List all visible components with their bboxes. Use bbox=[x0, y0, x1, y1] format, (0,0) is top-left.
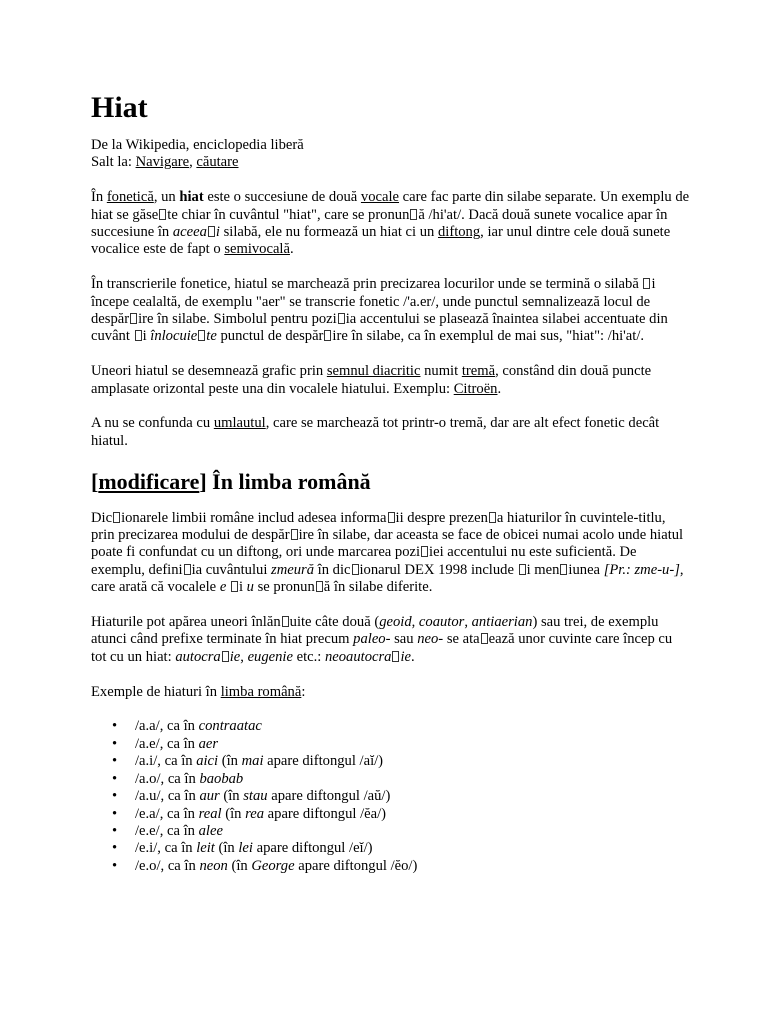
bullet: • bbox=[112, 857, 118, 874]
bullet: • bbox=[112, 735, 118, 752]
missing-glyph-box bbox=[410, 209, 417, 220]
link-semivocala[interactable]: semivocală bbox=[224, 241, 290, 258]
missing-glyph-box bbox=[291, 529, 298, 540]
list-item: • /a.u/, ca în aur (în stau apare diftongul /aŭ/) bbox=[112, 788, 391, 805]
page-title: Hiat bbox=[91, 91, 148, 124]
missing-glyph-box bbox=[643, 278, 650, 289]
missing-glyph-box bbox=[113, 512, 120, 523]
list-item: • /a.i/, ca în aici (în mai apare diftongul /aĭ/) bbox=[112, 753, 384, 770]
missing-glyph-box bbox=[208, 226, 215, 237]
list-item: • /e.a/, ca în real (în rea apare diftongul /ĕa/) bbox=[112, 805, 386, 822]
list-item: • /e.e/, ca în alee bbox=[112, 822, 223, 839]
link-limba-romana[interactable]: limba română bbox=[220, 683, 302, 700]
missing-glyph-box bbox=[481, 633, 488, 644]
link-navigare[interactable]: Navigare bbox=[135, 154, 190, 171]
bullet: • bbox=[112, 718, 118, 735]
bullet: • bbox=[112, 805, 118, 822]
edit-section-link[interactable]: modificare bbox=[98, 468, 200, 494]
link-citroen[interactable]: Citroën bbox=[453, 380, 498, 397]
missing-glyph-box bbox=[231, 581, 238, 592]
link-umlautul[interactable]: umlautul bbox=[213, 415, 266, 432]
missing-glyph-box bbox=[489, 512, 496, 523]
missing-glyph-box bbox=[130, 313, 137, 324]
link-vocale[interactable]: vocale bbox=[360, 189, 400, 206]
site-subtitle: De la Wikipedia, enciclopedia liberă bbox=[91, 137, 304, 153]
paragraph-umlaut: A nu se confunda cu umlautul, care se marchează tot printr-o tremă, dar are alt efect fonetic decât hiatul. bbox=[91, 415, 660, 449]
missing-glyph-box bbox=[324, 330, 331, 341]
missing-glyph-box bbox=[316, 581, 323, 592]
list-item: • /e.o/, ca în neon (în George apare diftongul /ĕo/) bbox=[112, 857, 418, 874]
paragraph-intro: În fonetică, un hiat este o succesiune de două vocale care fac parte din silabe separate. Un exemplu de hiat se găse te chiar în cuvântul "hiat", care se pronun ă /hi'at/. Dacă două sunete vocalice apar în succesiune în aceea i silabă, ele nu formează un hiat ci un diftong, iar unul dintre cele două sunete vocalice este de fapt o semivocală. bbox=[91, 189, 690, 258]
missing-glyph-box bbox=[135, 330, 142, 341]
paragraph-transcription: În transcrierile fonetice, hiatul se marchează prin precizarea locurilor unde se termină o silabă i începe cealaltă, de exemplu "aer" se transcrie fonetic /'a.er/, unde punctul semnalizează locul de despăr ire în silabe. Simbolul pentru pozi ia accentului se plasează înaintea silabei accentuate din cuvânt i înlocuie te punctul de despăr ire în silabe, ca în exemplul de mai sus, "hiat": /hi'at/. bbox=[91, 276, 668, 345]
jump-links: Salt la: Navigare, căutare bbox=[91, 154, 239, 171]
missing-glyph-box bbox=[222, 651, 229, 662]
list-item: • /a.e/, ca în aer bbox=[112, 735, 219, 752]
missing-glyph-box bbox=[282, 616, 289, 627]
paragraph-chains: Hiaturile pot apărea uneori înlăn uite câte două (geoid, coautor, antiaerian) sau trei, de exemplu atunci când prefixe terminate în hiat precum paleo- sau neo- se ata ează unor cuvinte care încep cu tot cu un hiat: autocra ie, eugenie etc.: neoautocra ie. bbox=[91, 614, 673, 665]
missing-glyph-box bbox=[560, 564, 567, 575]
link-diftong[interactable]: diftong bbox=[437, 224, 481, 241]
missing-glyph-box bbox=[338, 313, 345, 324]
section-heading: [modificare] În limba română bbox=[91, 468, 371, 494]
missing-glyph-box bbox=[184, 564, 191, 575]
bullet: • bbox=[112, 788, 118, 805]
bullet: • bbox=[112, 770, 118, 787]
paragraph-dictionaries: Dic ionarele limbii române includ adesea informa ii despre prezen a hiaturilor în cuvintele-titlu, prin precizarea modului de despăr ire în silabe, dar aceasta se face de obicei numai acolo unde hiatul poate fi confundat cu un diftong, ori unde marcarea pozi iei accentului nu este suficientă. De exemplu, defini ia cuvântului zmeură în dic ionarul DEX 1998 include i men iunea [Pr.: zme-u-], care arată că vocalele e i u se pronun ă în silabe diferite. bbox=[91, 509, 684, 596]
missing-glyph-box bbox=[159, 209, 166, 220]
paragraph-diacritic: Uneori hiatul se desemnează grafic prin semnul diacritic numit tremă, constând din două puncte amplasate orizontal peste una din vocalele hiatului. Exemplu: Citroën. bbox=[91, 363, 652, 397]
missing-glyph-box bbox=[388, 512, 395, 523]
link-semnul-diacritic[interactable]: semnul diacritic bbox=[326, 363, 421, 380]
missing-glyph-box bbox=[392, 651, 399, 662]
bullet: • bbox=[112, 822, 118, 839]
missing-glyph-box bbox=[352, 564, 359, 575]
list-item: • /a.a/, ca în contraatac bbox=[112, 718, 262, 735]
article bbox=[91, 90, 691, 875]
missing-glyph-box bbox=[198, 330, 205, 341]
missing-glyph-box bbox=[519, 564, 526, 575]
bullet: • bbox=[112, 840, 118, 857]
list-item: • /a.o/, ca în baobab bbox=[112, 770, 244, 787]
examples-list bbox=[91, 718, 691, 875]
missing-glyph-box bbox=[421, 546, 428, 557]
paragraph-examples-intro: Exemple de hiaturi în limba română: bbox=[91, 683, 306, 700]
link-trema[interactable]: tremă bbox=[461, 363, 496, 380]
link-fonetica[interactable]: fonetică bbox=[106, 189, 154, 206]
list-item: • /e.i/, ca în leit (în lei apare diftongul /eĭ/) bbox=[112, 840, 373, 857]
bullet: • bbox=[112, 753, 118, 770]
link-cautare[interactable]: căutare bbox=[196, 154, 239, 171]
